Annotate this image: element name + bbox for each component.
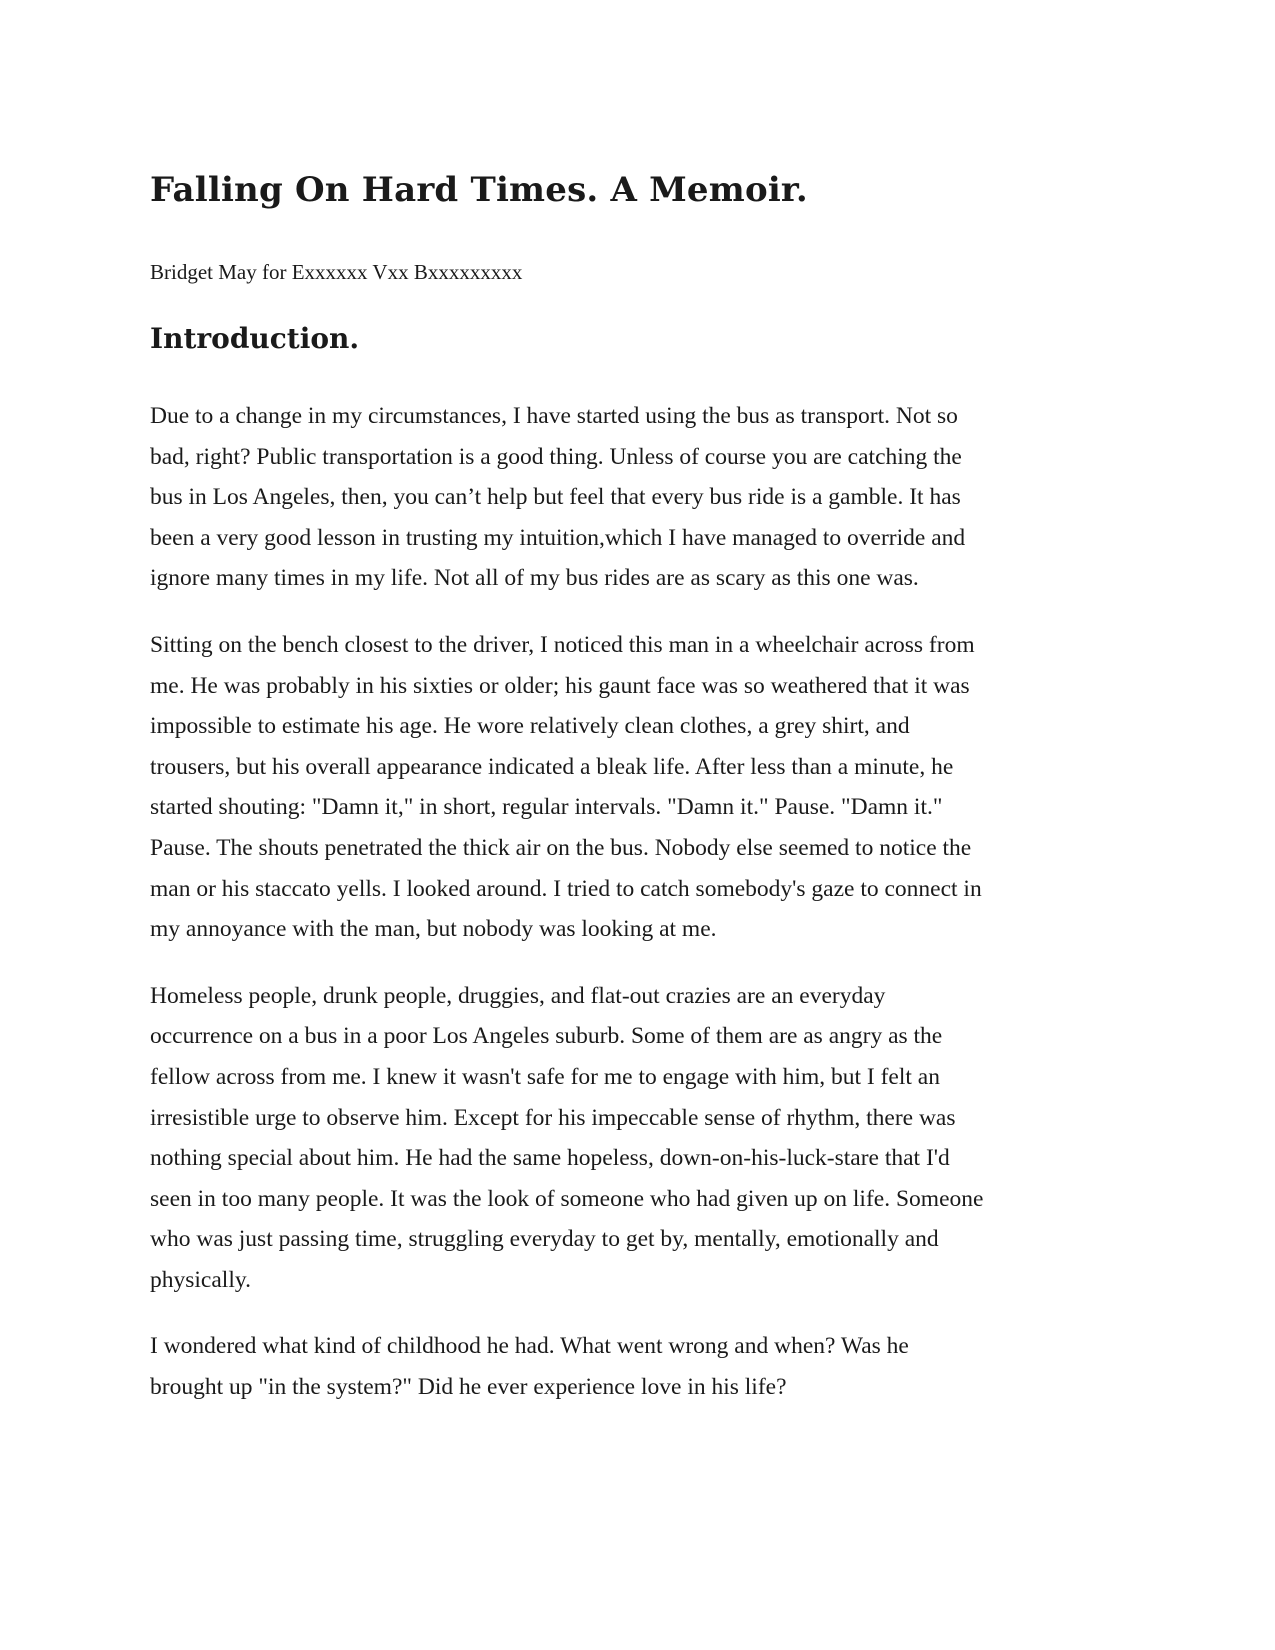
paragraph-line: Homeless people, drunk people, druggies, and flat-out crazies are an everyday bbox=[150, 982, 886, 1009]
paragraph-line: nothing special about him. He had the same hopeless, down-on-his-luck-stare that I'd bbox=[150, 1145, 950, 1172]
paragraph-line: Due to a change in my circumstances, I have started using the bus as transport. Not so bbox=[150, 403, 958, 429]
paragraph-line: started shouting: "Damn it," in short, regular intervals. "Damn it." Pause. "Damn it." bbox=[150, 794, 943, 821]
paragraph-line: my annoyance with the man, but nobody was looking at me. bbox=[150, 916, 717, 943]
paragraph-line: fellow across from me. I knew it wasn't safe for me to engage with him, but I felt an bbox=[150, 1063, 940, 1090]
paragraph-line: occurrence on a bus in a poor Los Angeles suburb. Some of them are as angry as the bbox=[150, 1023, 943, 1050]
document-title: Falling On Hard Times. A Memoir. bbox=[150, 170, 808, 210]
paragraph-line: irresistible urge to observe him. Except for his impeccable sense of rhythm, there was bbox=[150, 1104, 956, 1131]
paragraph-3 bbox=[150, 976, 1130, 1301]
paragraph-1 bbox=[150, 396, 1130, 599]
paragraph-line: me. He was probably in his sixties or older; his gaunt face was so weathered that it was bbox=[150, 672, 970, 699]
paragraph-line: ignore many times in my life. Not all of my bus rides are as scary as this one was. bbox=[150, 565, 919, 592]
paragraph-line: I wondered what kind of childhood he had. What went wrong and when? Was he bbox=[150, 1333, 909, 1360]
paragraph-line: seen in too many people. It was the look of someone who had given up on life. Someone bbox=[150, 1185, 984, 1212]
byline: Bridget May for Exxxxxx Vxx Bxxxxxxxxx bbox=[150, 260, 523, 284]
paragraph-line: man or his staccato yells. I looked around. I tried to catch somebody's gaze to connect in bbox=[150, 875, 982, 902]
paragraph-line: Pause. The shouts penetrated the thick air on the bus. Nobody else seemed to notice the bbox=[150, 834, 972, 861]
paragraph-4 bbox=[150, 1326, 1130, 1407]
paragraph-line: brought up "in the system?" Did he ever experience love in his life? bbox=[150, 1374, 787, 1401]
paragraph-2 bbox=[150, 625, 1130, 950]
paragraph-line: physically. bbox=[150, 1266, 251, 1293]
section-heading-introduction: Introduction. bbox=[150, 322, 360, 355]
paragraph-line: who was just passing time, struggling everyday to get by, mentally, emotionally and bbox=[150, 1226, 939, 1253]
paragraph-line: trousers, but his overall appearance indicated a bleak life. After less than a minute, he bbox=[150, 753, 954, 780]
paragraph-line: Sitting on the bench closest to the driver, I noticed this man in a wheelchair across from bbox=[150, 631, 975, 658]
paragraph-line: impossible to estimate his age. He wore relatively clean clothes, a grey shirt, and bbox=[150, 713, 910, 740]
document-body bbox=[150, 396, 1130, 1434]
paragraph-line: bad, right? Public transportation is a good thing. Unless of course you are catching the bbox=[150, 443, 962, 470]
paragraph-line: bus in Los Angeles, then, you can’t help but feel that every bus ride is a gamble. It has bbox=[150, 484, 961, 511]
paragraph-line: been a very good lesson in trusting my intuition,which I have managed to override and bbox=[150, 524, 966, 551]
